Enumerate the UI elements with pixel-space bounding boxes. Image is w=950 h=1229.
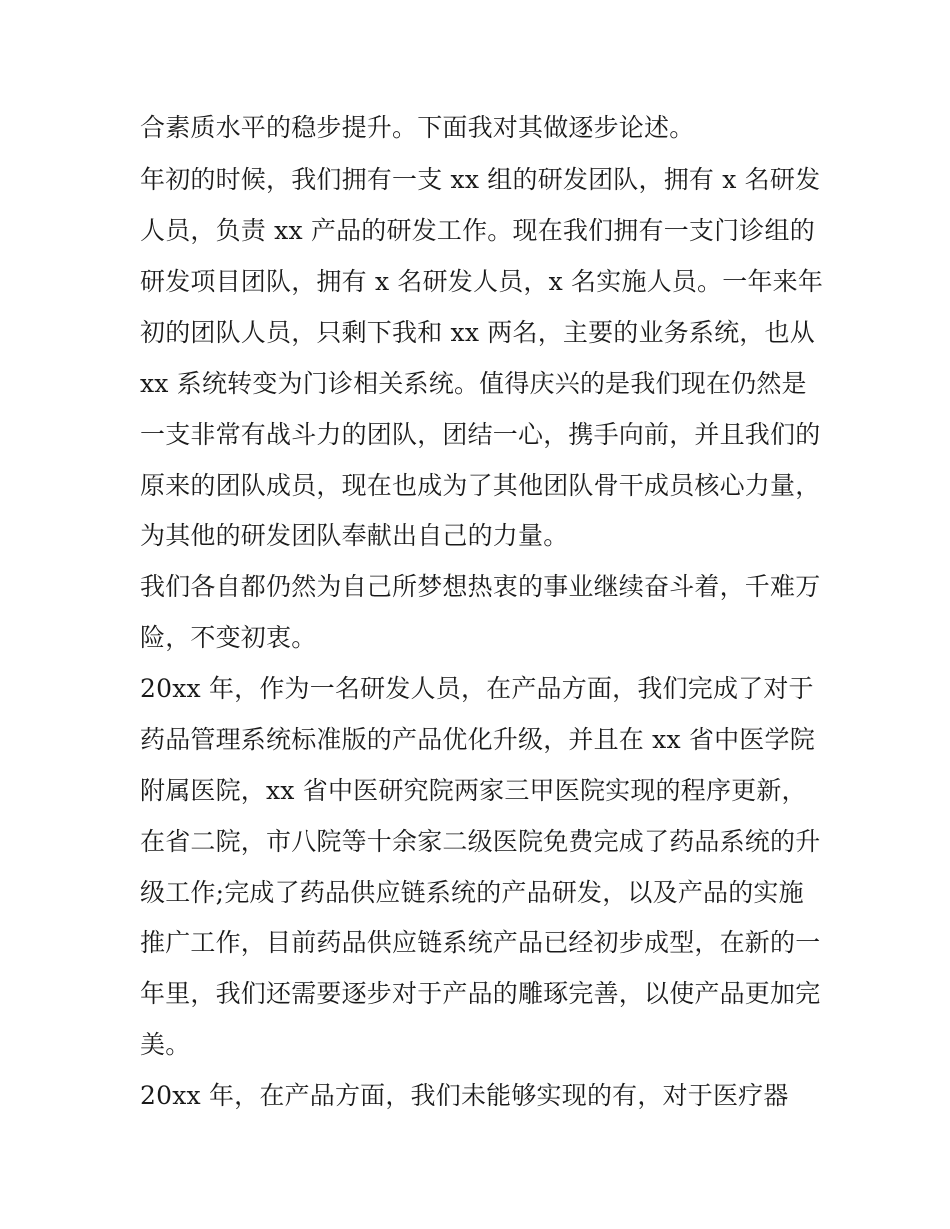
text-line: 初的团队人员，只剩下我和 xx 两名，主要的业务系统，也从 <box>140 318 815 347</box>
text-line: 险，不变初衷。 <box>140 623 317 652</box>
text-line: 原来的团队成员，现在也成为了其他团队骨干成员核心力量， <box>140 471 821 500</box>
text-line: 年初的时候，我们拥有一支 xx 组的研发团队，拥有 x 名研发 <box>140 165 821 194</box>
text-line: 附属医院，xx 省中医研究院两家三甲医院实现的程序更新， <box>140 776 807 805</box>
text-line: 美。 <box>140 1030 191 1059</box>
text-line: 我们各自都仍然为自己所梦想热衷的事业继续奋斗着，千难万 <box>140 572 821 601</box>
text-line: 年里，我们还需要逐步对于产品的雕琢完善，以使产品更加完 <box>140 979 821 1008</box>
text-line: 人员，负责 xx 产品的研发工作。现在我们拥有一支门诊组的 <box>140 216 815 245</box>
text-line: 药品管理系统标准版的产品优化升级，并且在 xx 省中医学院 <box>140 725 815 754</box>
text-line: 20xx 年，作为一名研发人员，在产品方面，我们完成了对于 <box>140 674 814 703</box>
text-line: xx 系统转变为门诊相关系统。值得庆兴的是我们现在仍然是 <box>140 369 807 398</box>
text-line: 20xx 年，在产品方面，我们未能够实现的有，对于医疗器 <box>140 1081 789 1110</box>
text-line: 一支非常有战斗力的团队，团结一心，携手向前，并且我们的 <box>140 420 821 449</box>
text-line: 级工作;完成了药品供应链系统的产品研发，以及产品的实施 <box>140 878 804 907</box>
text-line: 研发项目团队，拥有 x 名研发人员，x 名实施人员。一年来年 <box>140 267 824 296</box>
text-line: 在省二院，市八院等十余家二级医院免费完成了药品系统的升 <box>140 827 821 856</box>
text-line: 为其他的研发团队奉献出自己的力量。 <box>140 521 569 550</box>
text-line: 推广工作，目前药品供应链系统产品已经初步成型，在新的一 <box>140 928 821 957</box>
text-line: 合素质水平的稳步提升。下面我对其做逐步论述。 <box>140 113 695 142</box>
